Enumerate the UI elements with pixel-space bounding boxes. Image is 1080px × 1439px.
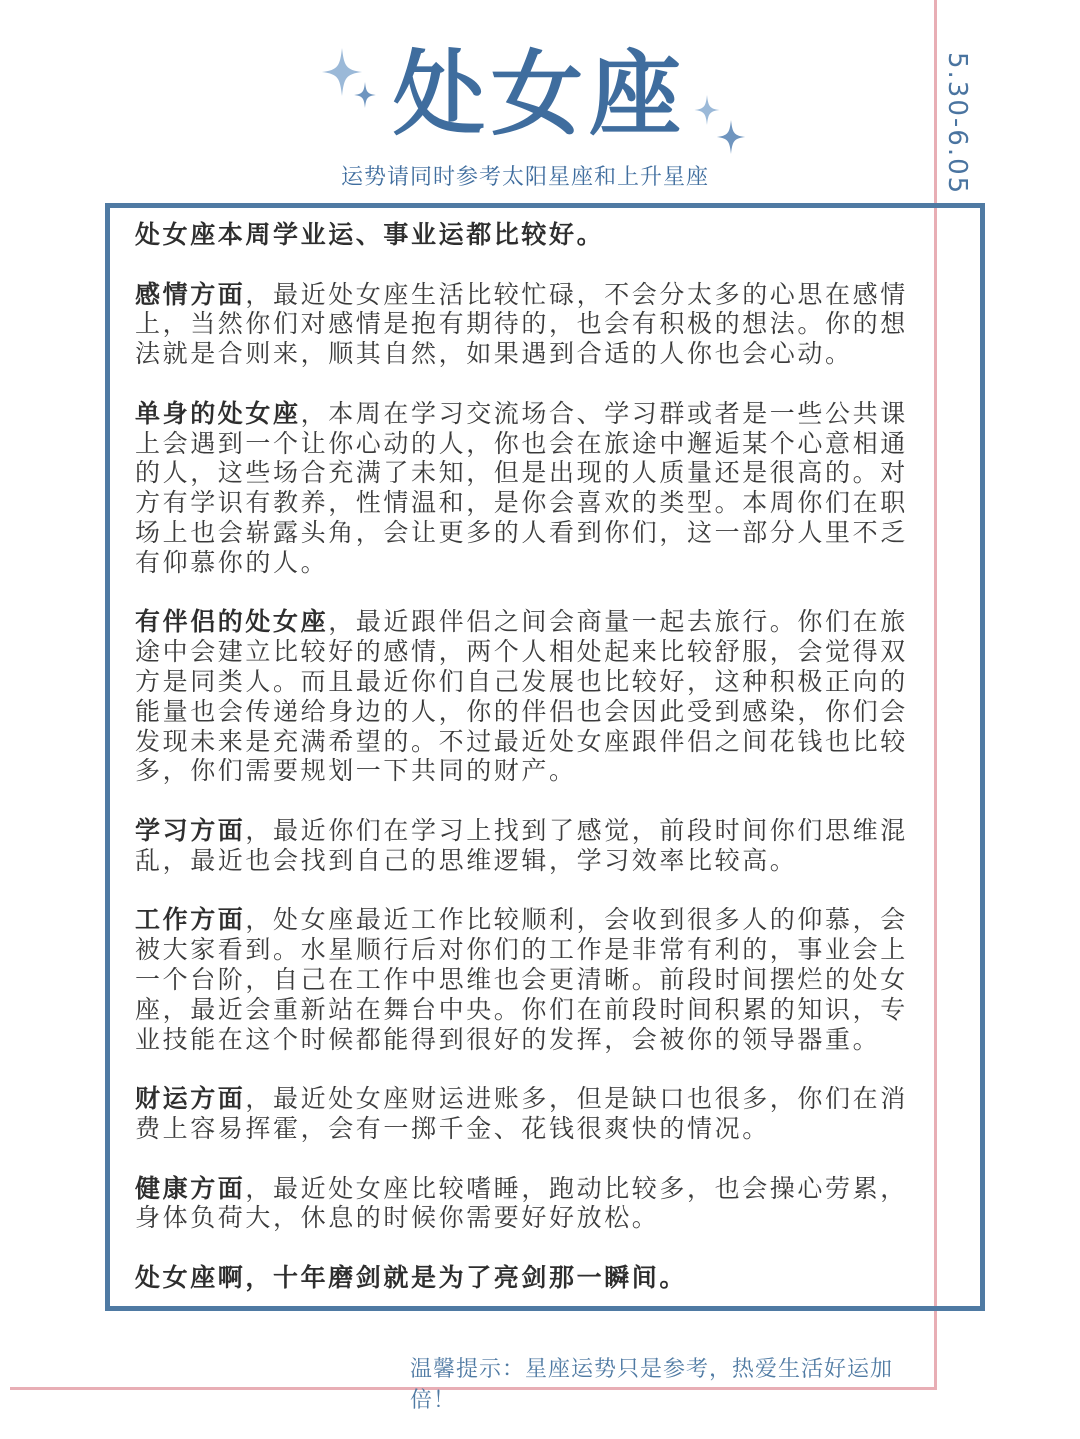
footer-tip: 温馨提示：星座运势只是参考，热爱生活好运加倍！: [410, 1357, 894, 1413]
study-paragraph: [135, 816, 915, 876]
partnered-text: ，最近跟伴侣之间会商量一起去旅行。你们在旅途中会建立比较好的感情，两个人相处起来比较舒服，会觉得双方是同类人。而且最近你们自己发展也比较好，这种积极正向的能量也会传递给身边的人，你的伴侣也会因此受到感染，你们会发现未来是充满希望的。不过最近处女座跟伴侣之间花钱也比较多，你们需要规划一下共同的财产。: [135, 607, 908, 786]
sparkle-star-small-icon: [354, 82, 376, 108]
wealth-paragraph: [135, 1084, 915, 1144]
work-heading: 工作方面: [135, 905, 246, 935]
study-text: ，最近你们在学习上找到了感觉，前段时间你们思维混乱，最近也会找到自己的思维逻辑，学习效率比较高。: [135, 815, 908, 875]
love-paragraph: [135, 280, 915, 369]
love-heading: 感情方面: [135, 279, 246, 309]
date-range: 5.30-6.05: [942, 52, 972, 196]
single-paragraph: [135, 399, 915, 578]
sparkle-star-right-small-icon: [716, 120, 746, 154]
partnered-heading: 有伴侣的处女座: [135, 607, 329, 637]
wealth-heading: 财运方面: [135, 1084, 246, 1114]
single-heading: 单身的处女座: [135, 398, 301, 428]
partnered-paragraph: [135, 607, 915, 786]
health-text: ，最近处女座比较嗜睡，跑动比较多，也会操心劳累，身体负荷大，休息的时候你需要好好放松。: [135, 1173, 908, 1233]
work-text: ，处女座最近工作比较顺利，会收到很多人的仰慕，会被大家看到。水星顺行后对你们的工作是非常有利的，事业会上一个台阶，自己在工作中思维也会更清晰。前段时间摆烂的处女座，最近会重新站在舞台中央。你们在前段时间积累的知识，专业技能在这个时候都能得到很好的发挥，会被你的领导器重。: [135, 905, 908, 1054]
work-paragraph: [135, 905, 915, 1054]
horoscope-body: [135, 220, 915, 1322]
love-text: ，最近处女座生活比较忙碌，不会分太多的心思在感情上，当然你们对感情是抱有期待的，也会有积极的想法。你的想法就是合则来，顺其自然，如果遇到合适的人你也会心动。: [135, 279, 908, 369]
page-title: 处女座: [392, 41, 687, 148]
wealth-text: ，最近处女座财运进账多，但是缺口也很多，你们在消费上容易挥霍，会有一掷千金、花钱很爽快的情况。: [135, 1084, 908, 1143]
page-subtitle: 运势请同时参考太阳星座和上升星座: [340, 165, 709, 190]
health-heading: 健康方面: [135, 1173, 246, 1203]
intro-text: 处女座本周学业运、事业运都比较好。: [135, 220, 605, 249]
single-text: ，本周在学习交流场合、学习群或者是一些公共课上会遇到一个让你心动的人，你也会在旅途中邂逅某个心意相通的人，这些场合充满了未知，但是出现的人质量还是很高的。对方有学识有教养，性情温和，是你会喜欢的类型。本周你们在职场上也会崭露头角，会让更多的人看到你们，这一部分人里不乏有仰慕你的人。: [135, 398, 908, 577]
intro-paragraph: [135, 220, 915, 250]
study-heading: 学习方面: [135, 815, 246, 845]
closing-paragraph: [135, 1263, 915, 1293]
closing-text: 处女座啊，十年磨剑就是为了亮剑那一瞬间。: [135, 1262, 688, 1292]
health-paragraph: [135, 1174, 915, 1234]
